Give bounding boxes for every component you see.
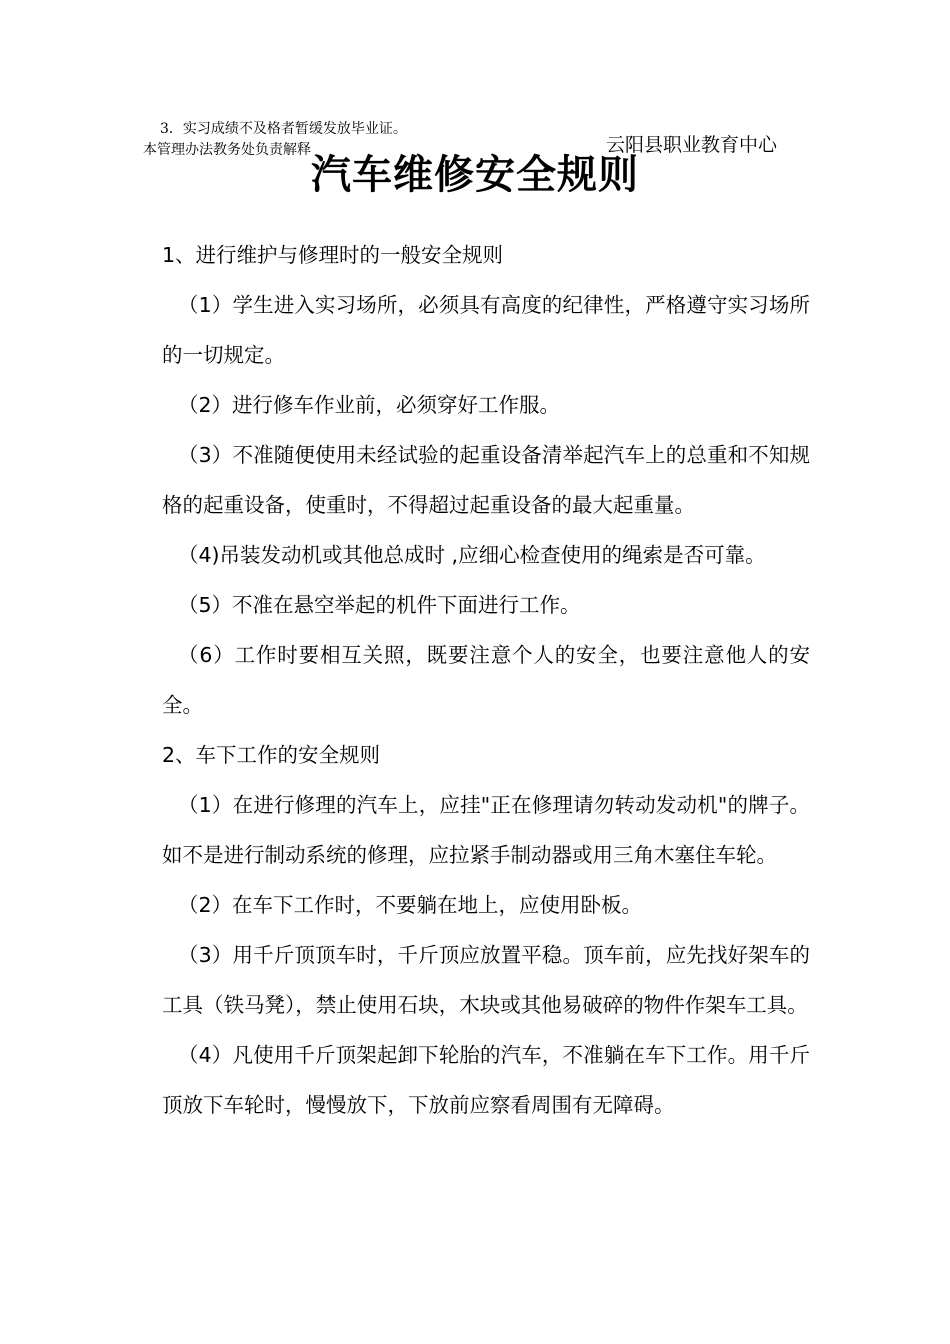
section-under-vehicle-safety bbox=[162, 730, 810, 1130]
rule-item: （5）不准在悬空举起的机件下面进行工作。 bbox=[178, 593, 581, 617]
rule-item: （1）学生进入实习场所，必须具有高度的纪律性，严格遵守实习场所的一切规定。 bbox=[162, 293, 810, 367]
rule-item: （2）进行修车作业前，必须穿好工作服。 bbox=[178, 393, 561, 417]
organization-name: 云阳县职业教育中心 bbox=[606, 134, 778, 156]
section-general-safety bbox=[162, 230, 810, 730]
section-heading: 1、进行维护与修理时的一般安全规则 bbox=[162, 243, 504, 267]
document-body bbox=[162, 230, 810, 1130]
rule-item: （6）工作时要相互关照，既要注意个人的安全，也要注意他人的安全。 bbox=[162, 643, 810, 717]
rule-item: （4)吊装发动机或其他总成时 ,应细心检查使用的绳索是否可靠。 bbox=[178, 543, 766, 567]
rule-item: （3）不准随便使用未经试验的起重设备清举起汽车上的总重和不知规格的起重设备，使重时，不得超过起重设备的最大起重量。 bbox=[162, 443, 810, 517]
previous-page-line-2: 本管理办法教务处负责解释 bbox=[143, 142, 311, 158]
rule-item: （3）用千斤顶顶车时，千斤顶应放置平稳。顶车前，应先找好架车的工具（铁马凳），禁止使用石块，木块或其他易破碎的物件作架车工具。 bbox=[162, 943, 810, 1017]
page-title: 汽车维修安全规则 bbox=[311, 152, 639, 198]
previous-page-line-1: 3．实习成绩不及格者暂缓发放毕业证。 bbox=[160, 121, 407, 137]
rule-item: （2）在车下工作时，不要躺在地上，应使用卧板。 bbox=[178, 893, 643, 917]
rule-item: （1）在进行修理的汽车上，应挂"正在修理请勿转动发动机"的牌子。如不是进行制动系统的修理，应拉紧手制动器或用三角木塞住车轮。 bbox=[162, 793, 810, 867]
rule-item: （4）凡使用千斤顶架起卸下轮胎的汽车，不准躺在车下工作。用千斤顶放下车轮时，慢慢放下，下放前应察看周围有无障碍。 bbox=[162, 1043, 810, 1117]
section-heading: 2、车下工作的安全规则 bbox=[162, 743, 381, 767]
